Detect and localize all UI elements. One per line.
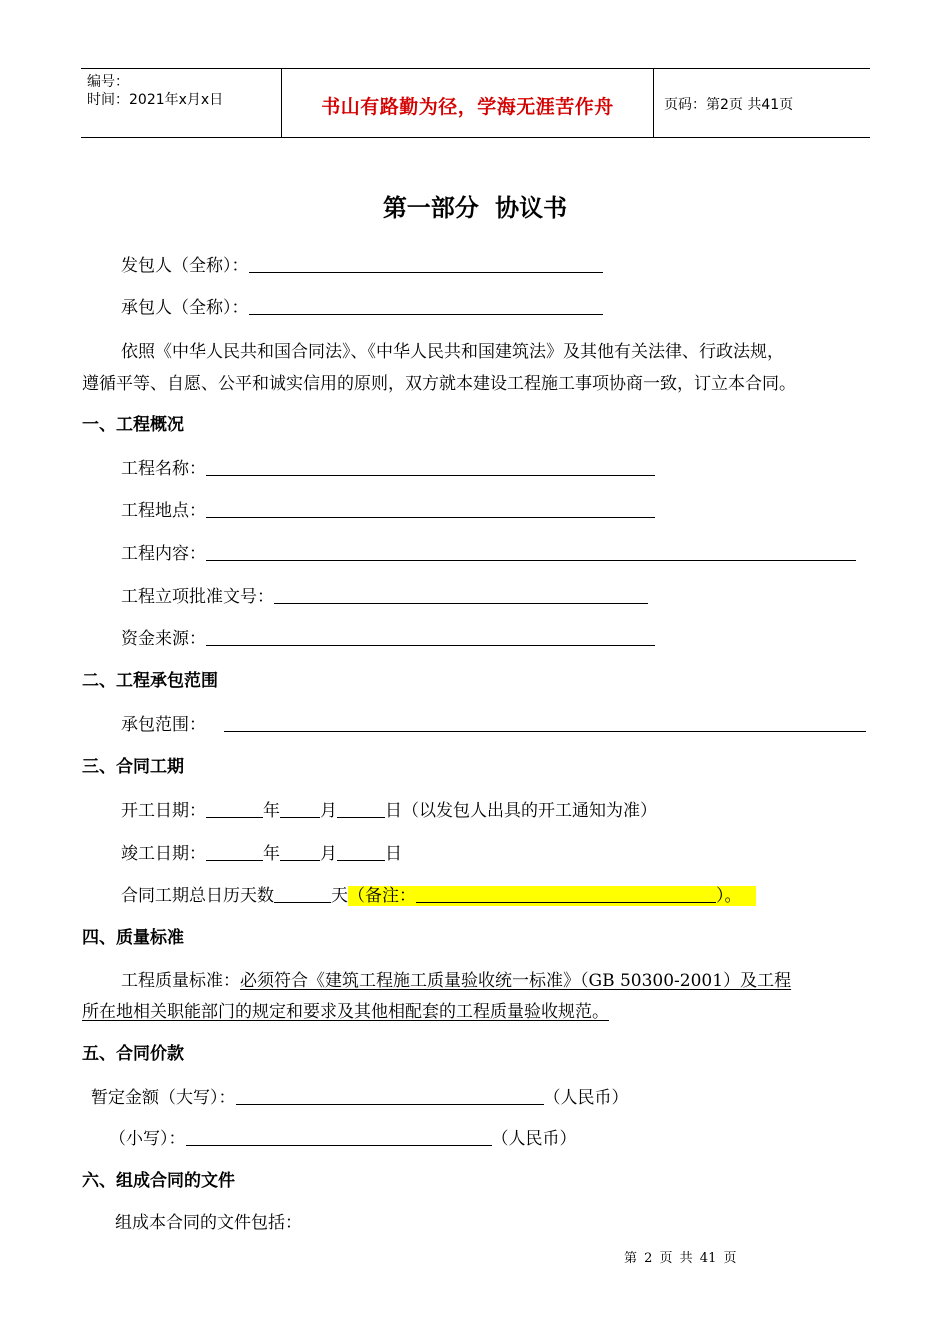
funding-source-blank[interactable]	[206, 627, 655, 646]
header-motto: 书山有路勤为径，学海无涯苦作舟	[281, 69, 654, 137]
section-5-heading: 五、合同价款	[82, 1044, 184, 1064]
time-label: 时间：2021年x月x日	[87, 92, 224, 108]
intro-line-2: 遵循平等、自愿、公平和诚实信用的原则，双方就本建设工程施工事项协商一致，订立本合同。	[82, 374, 796, 394]
amount-small-rmb: （人民币）	[491, 1129, 577, 1149]
amount-small-blank[interactable]	[186, 1127, 492, 1146]
project-content-label: 工程内容：	[121, 544, 206, 564]
quality-line-1	[121, 970, 791, 992]
remark-close: ）。	[716, 886, 742, 906]
intro-line-1: 依照《中华人民共和国合同法》、《中华人民共和国建筑法》及其他有关法律、行政法规，	[121, 342, 784, 362]
number-label: 编号：	[87, 74, 129, 90]
total-days-label: 合同工期总日历天数	[121, 886, 274, 906]
page-header	[81, 68, 870, 138]
scope-blank[interactable]	[224, 713, 866, 732]
section-4-heading: 四、质量标准	[82, 928, 184, 948]
project-name-line	[121, 457, 655, 480]
quality-text-2: 所在地相关职能部门的规定和要求及其他相配套的工程质量验收规范。	[82, 1002, 609, 1022]
project-name-label: 工程名称：	[121, 459, 206, 479]
start-month-unit: 月	[320, 801, 337, 821]
remark-open: （备注：	[348, 886, 416, 906]
amount-small-line	[109, 1127, 577, 1150]
contractor-label: 承包人（全称）：	[121, 298, 249, 318]
employer-blank[interactable]	[249, 254, 603, 273]
end-date-line	[121, 842, 402, 865]
employer-line	[121, 254, 603, 277]
quality-text-1: 必须符合《建筑工程施工质量验收统一标准》（GB 50300-2001）及工程	[240, 971, 792, 991]
end-year-blank[interactable]	[206, 842, 263, 861]
total-days-blank[interactable]	[274, 884, 331, 903]
section-3-heading: 三、合同工期	[82, 757, 184, 777]
start-month-blank[interactable]	[280, 799, 320, 818]
end-year-unit: 年	[263, 844, 280, 864]
section-2-heading: 二、工程承包范围	[82, 671, 218, 691]
header-meta	[81, 69, 281, 137]
start-day-unit: 日	[385, 801, 402, 821]
start-date-line	[121, 799, 657, 822]
contractor-line	[121, 296, 603, 319]
scope-label: 承包范围：	[121, 715, 206, 735]
end-date-label: 竣工日期：	[121, 844, 206, 864]
total-days-unit: 天	[331, 886, 348, 906]
amount-capital-blank[interactable]	[236, 1086, 544, 1105]
end-day-unit: 日	[385, 844, 402, 864]
remark-blank[interactable]	[416, 884, 716, 903]
project-content-blank[interactable]	[206, 542, 856, 561]
documents-intro: 组成本合同的文件包括：	[115, 1213, 302, 1233]
project-location-line	[121, 499, 655, 522]
quality-line-2	[82, 1001, 609, 1023]
amount-capital-rmb: （人民币）	[543, 1088, 629, 1108]
project-name-blank[interactable]	[206, 457, 655, 476]
header-page-code: 页码：第2页 共41页	[664, 97, 794, 113]
quality-label: 工程质量标准：	[121, 971, 240, 991]
approval-number-label: 工程立项批准文号：	[121, 587, 274, 607]
project-location-label: 工程地点：	[121, 501, 206, 521]
start-year-unit: 年	[263, 801, 280, 821]
contractor-blank[interactable]	[249, 296, 603, 315]
amount-small-label: （小写）：	[109, 1129, 186, 1149]
end-day-blank[interactable]	[337, 842, 385, 861]
project-location-blank[interactable]	[206, 499, 655, 518]
start-year-blank[interactable]	[206, 799, 263, 818]
project-content-line	[121, 542, 856, 565]
page-footer: 第 2 页 共 41 页	[624, 1251, 737, 1266]
amount-capital-label: 暂定金额（大写）：	[91, 1088, 236, 1108]
remark-highlight	[348, 886, 756, 906]
start-date-label: 开工日期：	[121, 801, 206, 821]
start-day-blank[interactable]	[337, 799, 385, 818]
start-date-note: （以发包人出具的开工通知为准）	[402, 801, 657, 821]
section-1-heading: 一、工程概况	[82, 415, 184, 435]
section-6-heading: 六、组成合同的文件	[82, 1171, 235, 1191]
end-month-blank[interactable]	[280, 842, 320, 861]
funding-source-line	[121, 627, 655, 650]
approval-number-line	[121, 585, 648, 608]
funding-source-label: 资金来源：	[121, 629, 206, 649]
employer-label: 发包人（全称）：	[121, 256, 249, 276]
end-month-unit: 月	[320, 844, 337, 864]
page-title: 第一部分 协议书	[382, 194, 568, 222]
scope-line	[121, 713, 866, 736]
amount-capital-line	[91, 1086, 629, 1109]
total-days-line	[121, 884, 756, 907]
approval-number-blank[interactable]	[274, 585, 648, 604]
